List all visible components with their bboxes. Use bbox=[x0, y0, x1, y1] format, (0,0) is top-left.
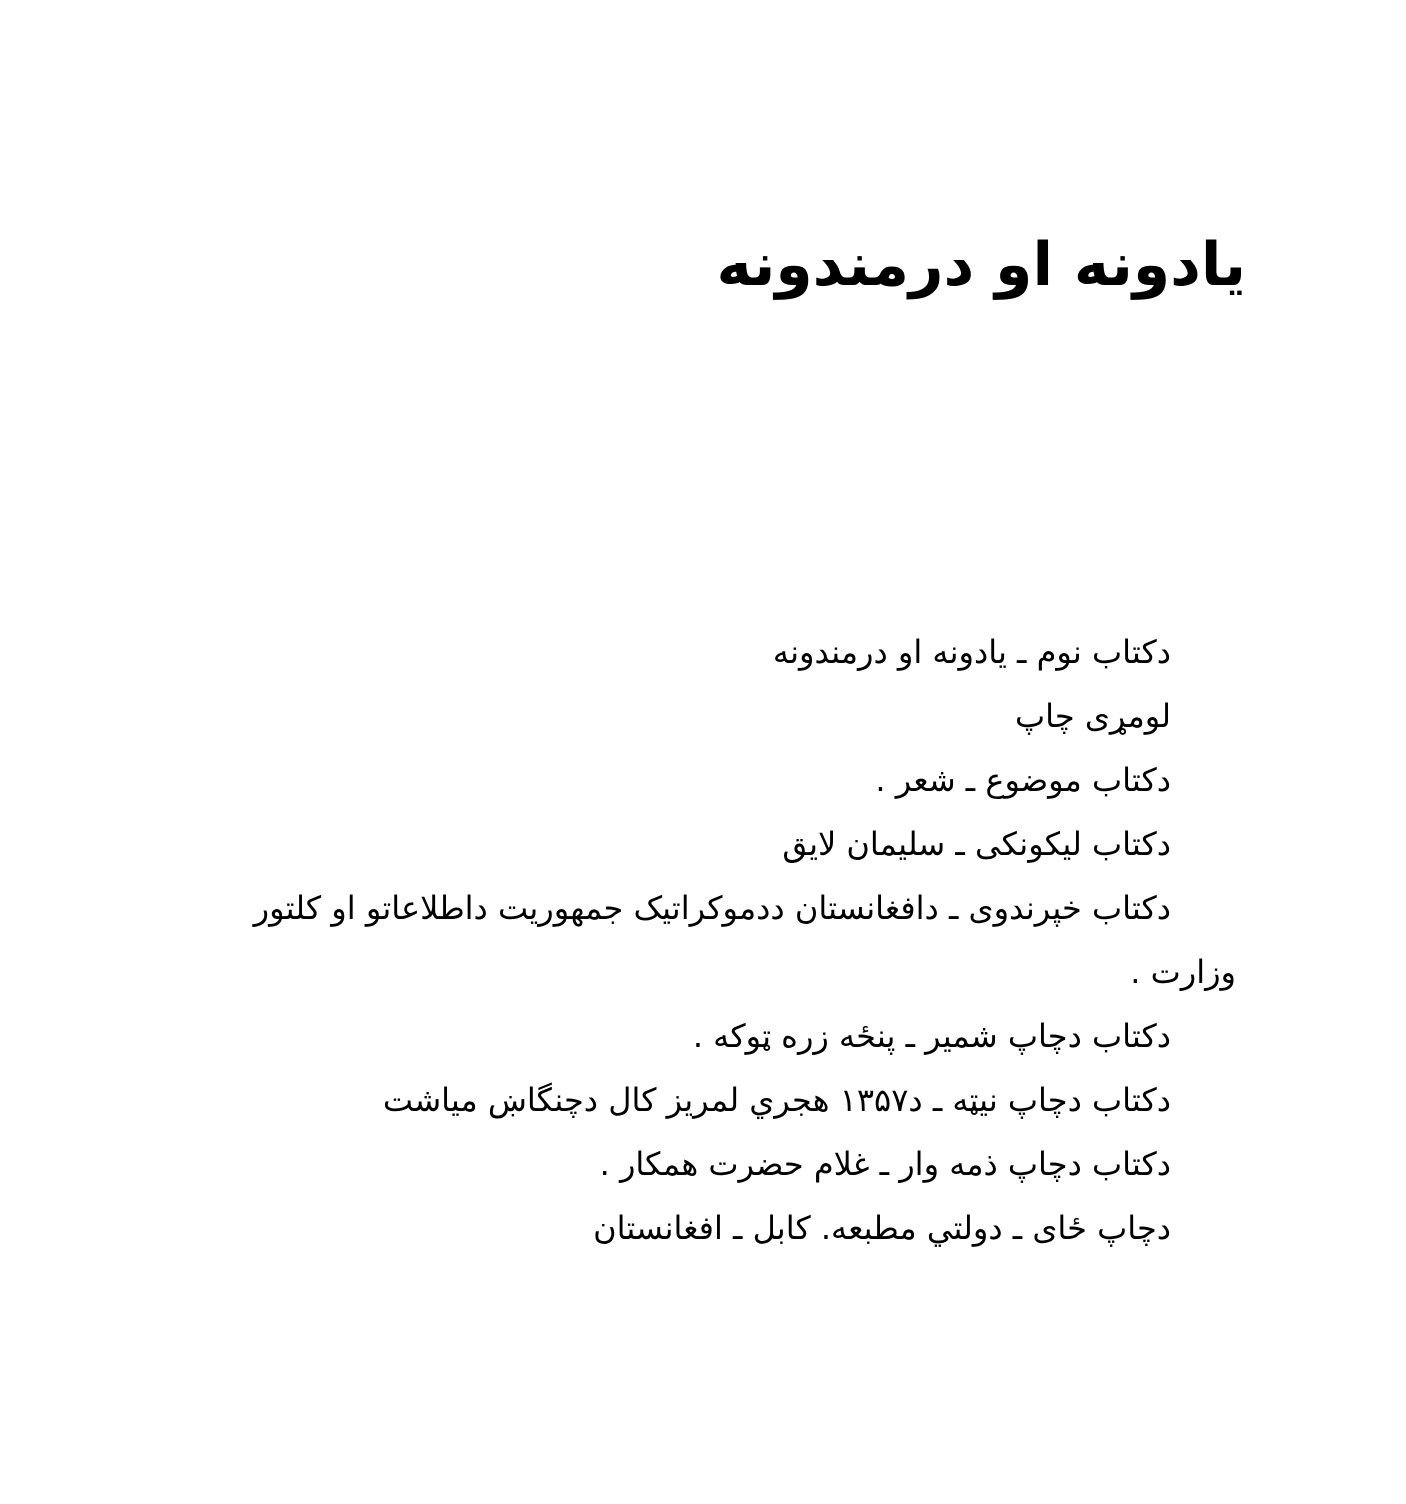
edition-line: لومړی چاپ bbox=[1015, 697, 1171, 735]
publisher-line: دکتاب خپرندوی ـ دافغانستان ددموکراتیک جمهوریت داطلاعاتو او کلتور bbox=[253, 889, 1171, 927]
colophon-block bbox=[221, 620, 1236, 1260]
book-name-line: دکتاب نوم ـ یادونه او درمندونه bbox=[772, 633, 1171, 671]
print-run-line: دکتاب دچاپ شمیر ـ پنځه زره ټوکه . bbox=[692, 1017, 1171, 1055]
print-date-line: دکتاب دچاپ نیټه ـ د۱۳۵۷ هجري لمریز کال دچنگاښ میاشت bbox=[382, 1081, 1171, 1119]
page-title: یادونه او درمندونه bbox=[716, 230, 1246, 300]
publisher-line-continued: وزارت . bbox=[1130, 953, 1236, 991]
author-line: دکتاب لیکونکی ـ سلیمان لایق bbox=[782, 825, 1171, 863]
subject-line: دکتاب موضوع ـ شعر . bbox=[875, 761, 1171, 799]
print-place-line: دچاپ ځای ـ دولتي مطبعه. کابل ـ افغانستان bbox=[593, 1209, 1171, 1247]
print-supervisor-line: دکتاب دچاپ ذمه وار ـ غلام حضرت همکار . bbox=[599, 1145, 1171, 1183]
